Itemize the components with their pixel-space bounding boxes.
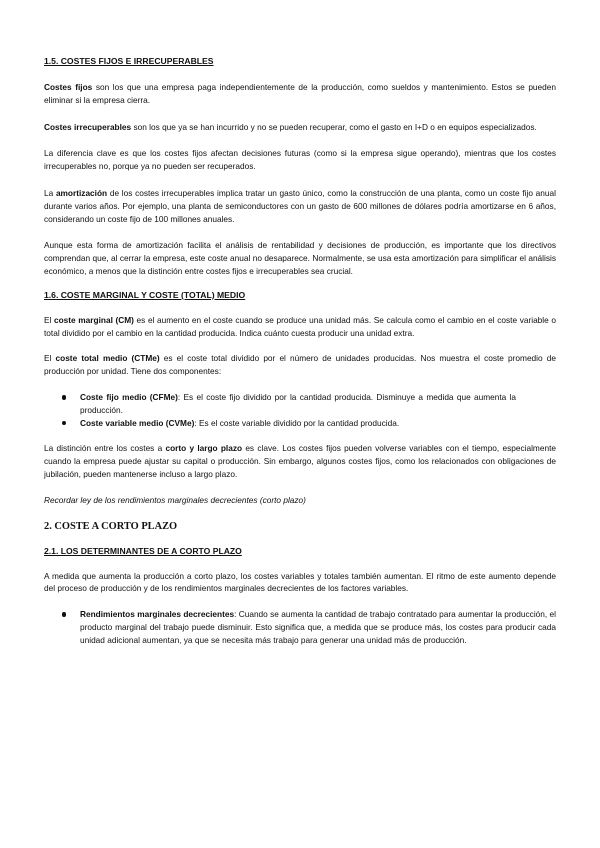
section-heading-2-1: 2.1. LOS DETERMINANTES DE A CORTO PLAZO [44,545,242,556]
paragraph-costes-fijos: Costes fijos son los que una empresa paga independientemente de la producción, como sueldos y mantenimiento. Estos se pueden eliminar si la empresa cierra. [44,82,557,105]
term-costes-irrecuperables: Costes irrecuperables [44,121,132,132]
paragraph-diferencia-clave: La diferencia clave es que los costes fijos afectan decisiones futuras (como si la empresa sigue operando), mientras que los costes irrecuperables no, porque ya no pueden ser recuperados. [44,148,556,172]
paragraph-amortizacion: La amortización de los costes irrecuperables implica tratar un gasto único, como la construcción de una planta, como un coste fijo anual durante varios años. Por ejemplo, una planta de semiconductores con un gasto de 600 millones de dólares podría amortizarse en 6 años, considerando un coste fijo de 100 millones anuales. [44,187,556,224]
term-amortizacion: amortización [55,187,108,198]
components-list [44,391,556,429]
list-item: Coste fijo medio (CFMe): Es el coste fijo dividido por la cantidad producida. Disminuye a medida que aumenta la producción. [44,391,516,417]
paragraph-amortizacion-analisis: Aunque esta forma de amortización facilita el análisis de rentabilidad y decisiones de producción, es importante que los directivos comprendan que, al cerrar la empresa, este coste anual no desaparece. Normalmente, se usa esta amortización para simplificar el análisis económico, a menos que la distinción entre costes fijos e irrecuperables sea crucial. [44,240,556,276]
term-corto-largo-plazo: corto y largo plazo [165,443,243,454]
list-item: Coste variable medio (CVMe): Es el coste variable dividido por la cantidad producida. [44,417,516,430]
note-rendimientos: Recordar ley de los rendimientos marginales decrecientes (corto plazo) [44,494,306,505]
term-coste-marginal: coste marginal (CM) [54,314,134,325]
bullet-icon [62,395,66,399]
paragraph-costes-irrecuperables: Costes irrecuperables son los que ya se han incurrido y no se pueden recuperar, como el gasto en I+D o en equipos especializados. [44,121,537,132]
determinants-list [44,608,556,646]
paragraph-corto-largo-plazo: La distinción entre los costes a corto y largo plazo es clave. Los costes fijos pueden volverse variables con el tiempo, especialmente cuando la empresa puede ajustar su capital o producción. Sin embargo, algunos costes fijos, como los relacionados con obligaciones de jubilación, pueden mantenerse incluso a largo plazo. [44,443,556,479]
section-heading-1-5: 1.5. COSTES FIJOS E IRRECUPERABLES [44,56,214,66]
bullet-icon [62,612,66,616]
paragraph-coste-total-medio: El coste total medio (CTMe) es el coste total dividido por el número de unidades producidas. Nos muestra el coste promedio de producción por unidad. Tiene dos componentes: [44,353,556,377]
term-costes-fijos: Costes fijos [44,82,93,92]
bullet-icon [62,421,66,425]
term-coste-total-medio: coste total medio (CTMe) [55,353,160,364]
paragraph-determinantes: A medida que aumenta la producción a corto plazo, los costes variables y totales también aumentan. El ritmo de este aumento depende del proceso de producción y de los rendimientos marginales decrecientes de los factores variables. [44,570,556,594]
list-item: Rendimientos marginales decrecientes: Cuando se aumenta la cantidad de trabajo contratado para aumentar la producción, el producto marginal del trabajo puede disminuir. Esto significa que, a medida que se produce más, los costes para producir cada unidad adicional aumentan, ya que se necesita más trabajo para generar una unidad más de producción. [44,608,556,646]
section-heading-1-6: 1.6. COSTE MARGINAL Y COSTE (TOTAL) MEDIO [44,289,246,300]
paragraph-coste-marginal: El coste marginal (CM) es el aumento en el coste cuando se produce una unidad más. Se calcula como el cambio en el coste variable o total dividido por el cambio en la cantidad producida. Indica cuánto cuesta producir una unidad extra. [44,314,556,338]
section-heading-2: 2. COSTE A CORTO PLAZO [44,520,178,532]
